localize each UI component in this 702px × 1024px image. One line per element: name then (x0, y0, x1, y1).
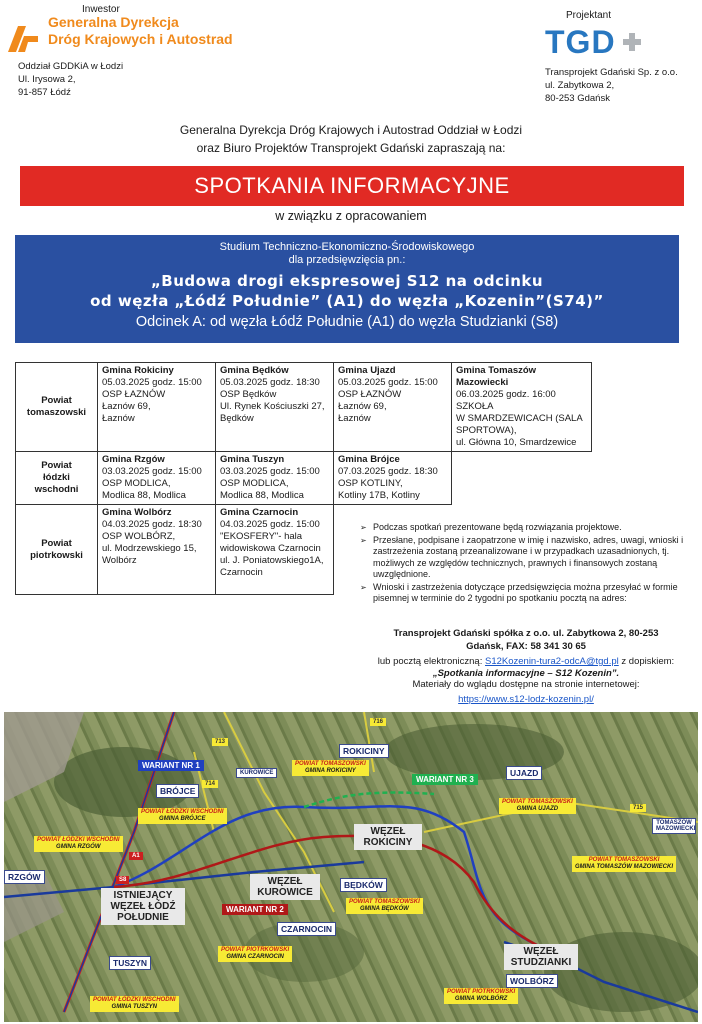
zone-label: POWIAT ŁÓDZKI WSCHODNI GMINA RZGÓW (34, 836, 123, 852)
powiat-label: piotrkowski (30, 549, 83, 561)
road-number-label: 715 (630, 804, 646, 812)
town-label: WOLBÓRZ (506, 974, 558, 988)
gddkia-name-line2: Dróg Krajowych i Autostrad (48, 31, 233, 47)
meeting-line: "EKOSFERY"- hala (220, 531, 303, 542)
gmina-name: Gmina Ujazd (338, 365, 396, 376)
powiat-label: Powiat (41, 460, 72, 471)
intro-line: Generalna Dyrekcja Dróg Krajowych i Autostrad Oddział w Łodzi (179, 123, 523, 137)
junction-rokiciny: WĘZEŁ ROKICINY (354, 824, 422, 850)
meeting-line: OSP ŁAZNÓW (102, 389, 166, 400)
note-item: ➢ Przesłane, podpisane i zaopatrzone w imię i nazwisko, adres, uwagi, wnioski i zastrzeżenia zostaną przeanalizowane i w przypadkach uzasadnionych, tj. możliwych ze względów technicznych, prawnych i finansowych zostaną uwzględnione. (358, 535, 698, 581)
town-label: BRÓJCE (156, 784, 199, 798)
meeting-line: Łaznów (102, 413, 135, 424)
email-section (350, 656, 702, 691)
website-row (350, 694, 702, 705)
powiat-label: Powiat (41, 537, 72, 549)
powiat-label: Powiat (41, 395, 72, 406)
email-suffix: z dopiskiem: (621, 656, 675, 667)
variant-1-label: WARIANT NR 1 (138, 760, 204, 771)
meeting-line: ul. Modrzewskiego 15, (102, 543, 197, 554)
gddkia-name-line1: Generalna Dyrekcja (48, 14, 179, 30)
study-project-title-cont: od węzła „Łódź Południe” (A1) do węzła „Kozenin”(S74)” (90, 292, 604, 310)
gddkia-logo (4, 20, 40, 56)
meeting-line: OSP KOTLINY, (338, 478, 403, 489)
junction-lodz-poludnie: ISTNIEJĄCY WĘZEŁ ŁÓDŹ POŁUDNIE (101, 888, 185, 925)
materials-text: Materiały do wglądu dostępne na stronie internetowej: (412, 679, 640, 690)
powiat-label: tomaszowski (26, 407, 87, 418)
powiat-label: łódzki (43, 472, 70, 483)
meeting-cell (334, 363, 452, 452)
study-box (15, 235, 679, 343)
meeting-line: W SMARDZEWICACH (SALA SPORTOWA), (456, 413, 583, 436)
meeting-line: Modlica 88, Modlica (102, 490, 186, 501)
variant-3-label: WARIANT NR 3 (412, 774, 478, 785)
meeting-cell (216, 452, 334, 505)
road-number-label: 716 (370, 718, 386, 726)
address-line: Ul. Irysowa 2, (18, 74, 76, 85)
meeting-line: 03.03.2025 godz. 15:00 (102, 466, 202, 477)
zone-label: POWIAT TOMASZOWSKI GMINA TOMASZÓW MAZOWIECKI (572, 856, 676, 872)
meeting-line: OSP MODLICA, (102, 478, 171, 489)
tgd-logo: TGD (545, 24, 616, 60)
study-project-title: „Budowa drogi ekspresowej S12 na odcinku (150, 272, 544, 290)
address-line: 91-857 Łódź (18, 87, 71, 98)
meeting-line: 04.03.2025 godz. 15:00 (220, 519, 320, 530)
study-line2: dla przedsięwzięcia pn.: (288, 254, 406, 266)
road-number-label: A1 (129, 852, 143, 860)
zone-label: POWIAT TOMASZOWSKI GMINA ROKICINY (292, 760, 369, 776)
meeting-line: 05.03.2025 godz. 18:30 (220, 377, 320, 388)
plus-icon (621, 31, 643, 53)
meeting-line: Wolbórz (102, 555, 137, 566)
gmina-name: Gmina Będków (220, 365, 289, 376)
route-map (4, 712, 698, 1022)
town-label: BĘDKÓW (340, 878, 387, 892)
meeting-line: OSP ŁAZNÓW (338, 389, 402, 400)
email-remark: „Spotkania informacyjne – S12 Kozenin”. (432, 667, 620, 679)
gmina-name: Gmina Brójce (338, 454, 400, 465)
contact-address (350, 627, 702, 653)
meeting-line: OSP Będków (220, 389, 277, 400)
road-number-label: S8 (116, 876, 129, 884)
town-label: UJAZD (506, 766, 542, 780)
study-line1: Studium Techniczno-Ekonomiczno-Środowiskowego (219, 241, 475, 253)
meeting-line: Ul. Rynek Kościuszki 27, (220, 401, 325, 412)
meeting-line: Będków (220, 413, 254, 424)
meeting-line: OSP MODLICA, (220, 478, 289, 489)
address-line: Transprojekt Gdański Sp. z o.o. (545, 67, 678, 78)
note-item: ➢ Wnioski i zastrzeżenia dotyczące przedsięwzięcia można przesyłać w formie pisemnej w terminie do 2 tygodni po spotkaniu pocztą na adres: (358, 582, 698, 605)
forest-area (54, 747, 194, 817)
meeting-cell (334, 452, 452, 505)
meeting-line: ul. J. Poniatowskiego1A, (220, 555, 324, 566)
study-section: Odcinek A: od węzła Łódź Południe (A1) do węzła Studzianki (S8) (135, 314, 559, 330)
town-label: ROKICINY (339, 744, 389, 758)
projektant-address (545, 66, 678, 105)
meeting-cell (98, 452, 216, 505)
powiat-cell (16, 505, 98, 595)
meeting-line: OSP WOLBÓRZ, (102, 531, 176, 542)
contact-line: Gdańsk, FAX: 58 341 30 65 (466, 641, 586, 652)
meeting-line: Kotliny 17B, Kotliny (338, 490, 420, 501)
meeting-cell (452, 363, 592, 452)
gmina-name: Gmina Rokiciny (102, 365, 174, 376)
banner-subtitle: w związku z opracowaniem (275, 209, 427, 223)
meeting-line: 05.03.2025 godz. 15:00 (102, 377, 202, 388)
meeting-line: 07.03.2025 godz. 18:30 (338, 466, 438, 477)
address-line: ul. Zabytkowa 2, (545, 80, 615, 91)
variant-2-label: WARIANT NR 2 (222, 904, 288, 915)
town-label: TUSZYN (109, 956, 151, 970)
email-prefix: lub pocztą elektroniczną: (377, 656, 483, 667)
gmina-name: Gmina Tuszyn (220, 454, 285, 465)
table-row (16, 452, 592, 505)
town-label: TOMASZÓW MAZOWIECKI (652, 818, 696, 834)
junction-studzianki: WĘZEŁ STUDZIANKI (504, 944, 578, 970)
meeting-line: Łaznów (338, 413, 371, 424)
road-number-label: 713 (212, 738, 228, 746)
gmina-name: Gmina Wolbórz (102, 507, 172, 518)
gmina-name: Gmina Tomaszów Mazowiecki (456, 365, 537, 388)
meeting-line: Łaznów 69, (102, 401, 151, 412)
banner-title: SPOTKANIA INFORMACYJNE (20, 166, 684, 206)
town-label: RZGÓW (4, 870, 45, 884)
zone-label: POWIAT ŁÓDZKI WSCHODNI GMINA TUSZYN (90, 996, 179, 1012)
zone-label: POWIAT PIOTRKOWSKI GMINA WOLBÓRZ (444, 988, 518, 1004)
zone-label: POWIAT TOMASZOWSKI GMINA UJAZD (499, 798, 576, 814)
meeting-line: 06.03.2025 godz. 16:00 (456, 389, 556, 400)
meeting-line: widowiskowa Czarnocin (220, 543, 321, 554)
meeting-line: Łaznów 69, (338, 401, 387, 412)
gmina-name: Gmina Rzgów (102, 454, 165, 465)
meeting-line: ul. Główna 10, Smardzewice (456, 437, 577, 448)
address-line: Oddział GDDKiA w Łodzi (18, 61, 124, 72)
zone-label: POWIAT PIOTRKOWSKI GMINA CZARNOCIN (218, 946, 292, 962)
meeting-line: Czarnocin (220, 567, 263, 578)
investor-label: Inwestor (82, 4, 120, 15)
table-row (16, 363, 592, 452)
notes-list (358, 522, 698, 606)
town-label: KUROWICE (236, 768, 277, 778)
gmina-name: Gmina Czarnocin (220, 507, 299, 518)
meeting-cell (216, 505, 334, 595)
powiat-label: wschodni (34, 484, 79, 495)
powiat-cell (16, 363, 98, 452)
meeting-line: 05.03.2025 godz. 15:00 (338, 377, 438, 388)
note-item: ➢ Podczas spotkań prezentowane będą rozwiązania projektowe. (358, 522, 698, 534)
intro-line: oraz Biuro Projektów Transprojekt Gdański zapraszają na: (196, 141, 506, 155)
address-line: 80-253 Gdańsk (545, 93, 610, 104)
meeting-cell (98, 505, 216, 595)
meeting-line: 04.03.2025 godz. 18:30 (102, 519, 202, 530)
meeting-cell (98, 363, 216, 452)
meeting-line: SZKOŁA (456, 401, 494, 412)
meeting-line: 03.03.2025 godz. 15:00 (220, 466, 320, 477)
zone-label: POWIAT ŁÓDZKI WSCHODNI GMINA BRÓJCE (138, 808, 227, 824)
website-link[interactable]: https://www.s12-lodz-kozenin.pl/ (458, 694, 594, 705)
meeting-line: Modlica 88, Modlica (220, 490, 304, 501)
investor-address (18, 60, 123, 99)
gddkia-name (48, 14, 233, 48)
zone-label: POWIAT TOMASZOWSKI GMINA BĘDKÓW (346, 898, 423, 914)
intro-text (0, 121, 702, 157)
town-label: CZARNOCIN (277, 922, 336, 936)
road-number-label: 714 (202, 780, 218, 788)
empty-cell (452, 452, 592, 505)
meeting-cell (216, 363, 334, 452)
projektant-label: Projektant (566, 10, 612, 21)
junction-kurowice: WĘZEŁ KUROWICE (250, 874, 320, 900)
powiat-cell (16, 452, 98, 505)
email-link[interactable]: S12Kozenin-tura2-odcA@tgd.pl (484, 656, 619, 667)
contact-line: Transprojekt Gdański spółka z o.o. ul. Zabytkowa 2, 80-253 (393, 628, 659, 639)
